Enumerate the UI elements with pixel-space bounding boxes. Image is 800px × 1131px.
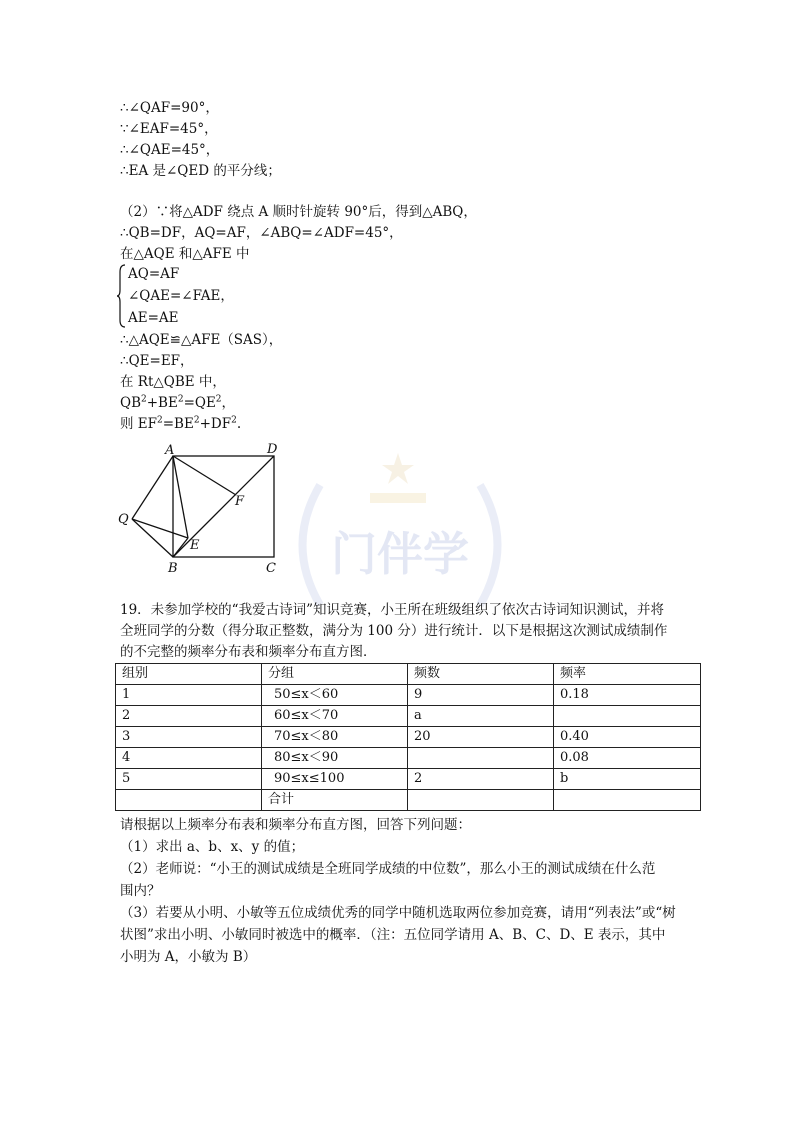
table-row [116, 790, 701, 811]
frequency-table [115, 663, 701, 811]
proof-line: ∴EA 是∠QED 的平分线； [120, 163, 281, 179]
table-cell: 9 [408, 685, 554, 706]
proof-line: 在△AQE 和△AFE 中 [120, 246, 250, 262]
table-cell: 20 [408, 727, 554, 748]
system-line: AQ=AF [128, 266, 180, 282]
equation-line: 则 $EF^2=BE^2+DF^2$. [120, 415, 242, 432]
question-text: 小明为 A，小敏为 B） [120, 949, 257, 965]
watermark-wreath-right [480, 485, 498, 605]
table-row [116, 685, 701, 706]
table-cell: 0.08 [554, 748, 701, 769]
segment-aq [132, 456, 173, 519]
equation-line: $QB^2+BE^2=QE^2$， [120, 394, 236, 411]
table-cell: 0.18 [554, 685, 701, 706]
proof-line: 在 Rt△QBE 中， [120, 374, 226, 390]
proof-line: ∴△AQE≌△AFE（SAS）， [120, 332, 283, 348]
table-cell: 90≤x≤100 [262, 769, 408, 790]
question-text: （3）若要从小明、小敏等五位成绩优秀的同学中随机选取两位参加竞赛，请用“列表法”或“树 [120, 905, 676, 921]
segment-ae [173, 456, 188, 538]
table-cell [554, 706, 701, 727]
question-text: （2）老师说：“小王的测试成绩是全班同学成绩的中位数”，那么小王的测试成绩在什么范 [120, 861, 656, 877]
table-cell [408, 748, 554, 769]
system-brace [116, 264, 126, 328]
table-cell: 70≤x＜80 [262, 727, 408, 748]
label-b: B [168, 561, 178, 575]
proof-line: ∴QB=DF，AQ=AF，∠ABQ=∠ADF=45°， [120, 225, 403, 241]
table-cell: b [554, 769, 701, 790]
table-cell: 2 [408, 769, 554, 790]
watermark-wreath-left [303, 485, 321, 605]
question-text: （1）求出 a、b、x、y 的值； [120, 839, 305, 855]
question-text: 全班同学的分数（得分取正整数，满分为 100 分）进行统计．以下是根据这次测试成绩制作 [120, 623, 668, 639]
proof-line: ∴∠QAE=45°， [120, 142, 220, 158]
table-cell: 2 [116, 706, 262, 727]
table-cell [116, 790, 262, 811]
table-cell: 1 [116, 685, 262, 706]
table-row [116, 706, 701, 727]
table-cell: 80≤x＜90 [262, 748, 408, 769]
header-cell: 分组 [262, 664, 408, 685]
table-row [116, 769, 701, 790]
table-cell: 4 [116, 748, 262, 769]
table-header-row [116, 664, 701, 685]
geometry-figure [112, 440, 292, 575]
system-line: ∠QAE=∠FAE， [128, 288, 234, 304]
label-q: Q [118, 512, 129, 527]
question-text: 围内？ [120, 883, 161, 899]
question-text: 请根据以上频率分布表和频率分布直方图，回答下列问题： [120, 817, 471, 833]
watermark-text: 门伴学 [331, 527, 469, 581]
table-cell [554, 790, 701, 811]
table-cell [408, 790, 554, 811]
proof-line: ∵∠EAF=45°， [120, 121, 218, 137]
watermark-star [382, 453, 414, 484]
segment-bd [173, 456, 274, 557]
table-cell: 3 [116, 727, 262, 748]
segment-qb [132, 519, 173, 557]
label-f: F [235, 494, 245, 509]
segment-qe [132, 519, 188, 538]
segment-be [173, 538, 188, 557]
table-row [116, 748, 701, 769]
table-cell: 60≤x＜70 [262, 706, 408, 727]
header-cell: 组别 [116, 664, 262, 685]
table-cell: 5 [116, 769, 262, 790]
proof-line: ∴∠QAF=90°， [120, 100, 219, 116]
proof-line: （2）∵将△ADF 绕点 A 顺时针旋转 90°后，得到△ABQ， [120, 204, 477, 220]
label-d: D [267, 442, 278, 457]
question-text: 的不完整的频率分布表和频率分布直方图． [120, 644, 377, 660]
table-cell: 0.40 [554, 727, 701, 748]
label-c: C [266, 561, 276, 575]
header-cell: 频率 [554, 664, 701, 685]
question-text: 状图”求出小明、小敏同时被选中的概率．（注：五位同学请用 A、B、C、D、E 表示，其中 [120, 927, 666, 943]
system-line: AE=AE [128, 310, 179, 326]
proof-line: ∴QE=EF， [120, 353, 194, 369]
segment-af [173, 456, 236, 495]
table-row [116, 727, 701, 748]
header-cell: 频数 [408, 664, 554, 685]
table-cell: 合计 [262, 790, 408, 811]
question-text: 19．未参加学校的“我爱古诗词”知识竞赛，小王所在班级组织了依次古诗词知识测试，并将 [120, 602, 664, 618]
table-cell: a [408, 706, 554, 727]
watermark-logo [280, 445, 530, 615]
table-cell: 50≤x＜60 [262, 685, 408, 706]
watermark-cap [370, 493, 426, 503]
label-e: E [190, 538, 200, 553]
label-a: A [165, 443, 175, 458]
